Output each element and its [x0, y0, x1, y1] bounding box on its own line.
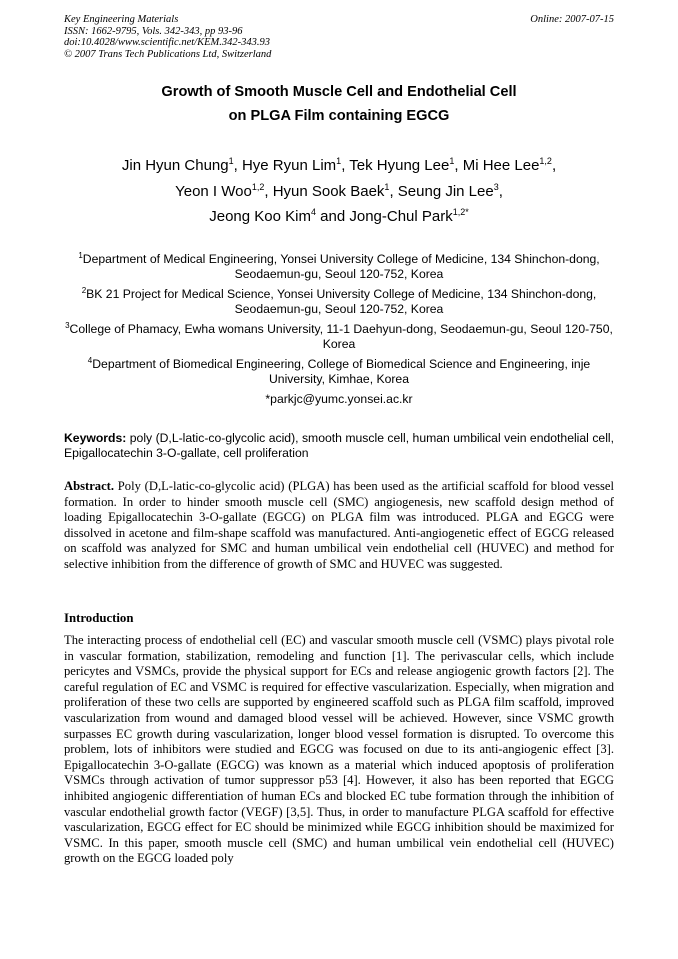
author-affiliation-mark: 1: [336, 156, 342, 166]
author-affiliation-mark: 3: [493, 181, 499, 192]
journal-copyright: © 2007 Trans Tech Publications Ltd, Switzerland: [64, 48, 272, 60]
author-affiliation-mark: 1: [384, 181, 390, 192]
abstract-text: Poly (D,L-latic-co-glycolic acid) (PLGA) has been used as the artificial scaffold for blood vessel formation. In order to hinder smooth muscle cell (SMC) angiogenesis, new scaffold design method of loading Epigallocatechin 3-O-gallate (EGCG) on PLGA film was introduced. PLGA and EGCG were dissolved in acetone and film-shape scaffold was manufactured. Anti-angiogenetic effect of EGCG released on scaffold was analyzed for SMC and human umbilical vein endothelial cell (HUVEC) and method for selective inhibition from the difference of growth of SMC and HUVEC was suggested.: [64, 479, 614, 571]
introduction-heading: Introduction: [64, 611, 134, 625]
title-line-1: Growth of Smooth Muscle Cell and Endothelial Cell: [161, 84, 517, 100]
affiliation-text: Department of Biomedical Engineering, College of Biomedical Science and Engineering, inje University, Kimhae, Korea: [92, 357, 591, 386]
author-name: Jin Hyun Chung: [121, 157, 229, 174]
author-name: Hye Ryun Lim: [241, 157, 337, 174]
author-separator: and: [315, 208, 350, 225]
keywords-label: Keywords:: [64, 431, 127, 445]
journal-issn: ISSN: 1662-9795, Vols. 342-343, pp 93-96: [64, 25, 243, 37]
online-date: Online: 2007-07-15: [530, 14, 614, 25]
author-line-1: [64, 153, 614, 179]
author-separator: ,: [233, 157, 242, 174]
author-separator: ,: [264, 182, 273, 200]
author-affiliation-mark: 1,2*: [452, 207, 469, 217]
keywords-section: [64, 431, 614, 461]
affiliation-number: 1: [78, 251, 83, 260]
author-name: Mi Hee Lee: [462, 157, 540, 174]
affiliation-text: BK 21 Project for Medical Science, Yonsei University College of Medicine, 134 Shinchon-dong, Seodaemun-gu, Seoul 120-752, Korea: [86, 287, 597, 316]
affiliation-number: 3: [65, 321, 70, 330]
author-separator: ,: [341, 157, 350, 174]
affiliation-number: 4: [87, 356, 93, 365]
affiliation-2: [64, 287, 614, 317]
author-name: Jeong Koo Kim: [209, 208, 311, 225]
affiliation-list: [64, 252, 614, 407]
affiliation-3: [64, 322, 614, 352]
author-name: Tek Hyung Lee: [349, 157, 450, 174]
journal-header: [64, 14, 614, 60]
author-separator: ,: [389, 182, 398, 200]
author-separator: ,: [551, 157, 557, 174]
author-name: Jong-Chul Park: [349, 208, 453, 225]
author-line-2: [64, 179, 614, 205]
author-affiliation-mark: 1,2: [251, 181, 265, 192]
author-affiliation-mark: 1,2: [539, 156, 552, 166]
journal-doi[interactable]: doi:10.4028/www.scientific.net/KEM.342-343.93: [64, 37, 270, 49]
author-name: Seung Jin Lee: [397, 182, 494, 200]
author-name: Yeon I Woo: [175, 182, 252, 200]
author-affiliation-mark: 4: [310, 207, 316, 217]
introduction-text: The interacting process of endothelial cell (EC) and vascular smooth muscle cell (VSMC) plays pivotal role in vascular formation, stabilization, remodeling and function [1]. The perivascular cells, which include pericytes and VSMCs, provide the physical support for ECs and release angiogenic growth factors [2]. The careful regulation of EC and VSMC is required for effective vascularization. Especially, when migration and proliferation of these two cells are supported by engineered scaffold such as PLGA film scaffold, improved vascularization from wound and damaged blood vessel will be achieved. However, since VSMC growth surpasses EC growth during vascularization, longer blood vessel formation is disrupted. To overcome this problem, lots of inhibitors were studied and EGCG was focused on due to its anti-angiogenic effect [3]. Epigallocatechin 3-O-gallate (EGCG) was known as a material which induced apoptosis of proliferation VSMCs through activation of tumor suppressor p53 [4]. However, it also has been reported that EGCG inhibited angiogenic differentiation of human ECs and blocked EC tube formation through the inhibition of vascular endothelial growth factor (VEGF) [3,5]. Thus, in order to manufacture PLGA scaffold for effective vascularization, EGCG effect for EC should be minimized while EGCG inhibition should be maximized for VSMC. In this paper, smooth muscle cell (SMC) and human umbilical vein endothelial cell (HUVEC) growth on the EGCG loaded poly: [64, 633, 614, 866]
affiliation-number: 2: [81, 286, 87, 295]
affiliation-4: [64, 357, 614, 387]
author-affiliation-mark: 1: [449, 156, 455, 166]
affiliation-1: [64, 252, 614, 282]
author-line-3: [64, 204, 614, 230]
author-separator: ,: [498, 182, 503, 200]
author-affiliation-mark: 1: [228, 156, 234, 166]
keywords-text: poly (D,L-latic-co-glycolic acid), smooth muscle cell, human umbilical vein endothelial cell, Epigallocatechin 3-O-gallate, cell proliferation: [64, 431, 614, 460]
corresponding-email[interactable]: *parkjc@yumc.yonsei.ac.kr: [265, 392, 413, 406]
journal-name: Key Engineering Materials: [64, 14, 179, 25]
author-name: Hyun Sook Baek: [272, 182, 385, 200]
paper-title: [64, 80, 614, 128]
affiliation-text: Department of Medical Engineering, Yonsei University College of Medicine, 134 Shinchon-dong, Seodaemun-gu, Seoul 120-752, Korea: [82, 252, 600, 281]
title-line-2: on PLGA Film containing EGCG: [228, 108, 450, 124]
abstract-section: [64, 479, 614, 572]
affiliation-text: College of Phamacy, Ewha womans University, 11-1 Daehyun-dong, Seodaemun-gu, Seoul 120-750, Korea: [69, 322, 613, 351]
author-separator: ,: [454, 157, 463, 174]
abstract-label: Abstract.: [64, 479, 115, 493]
author-list: [64, 153, 614, 230]
